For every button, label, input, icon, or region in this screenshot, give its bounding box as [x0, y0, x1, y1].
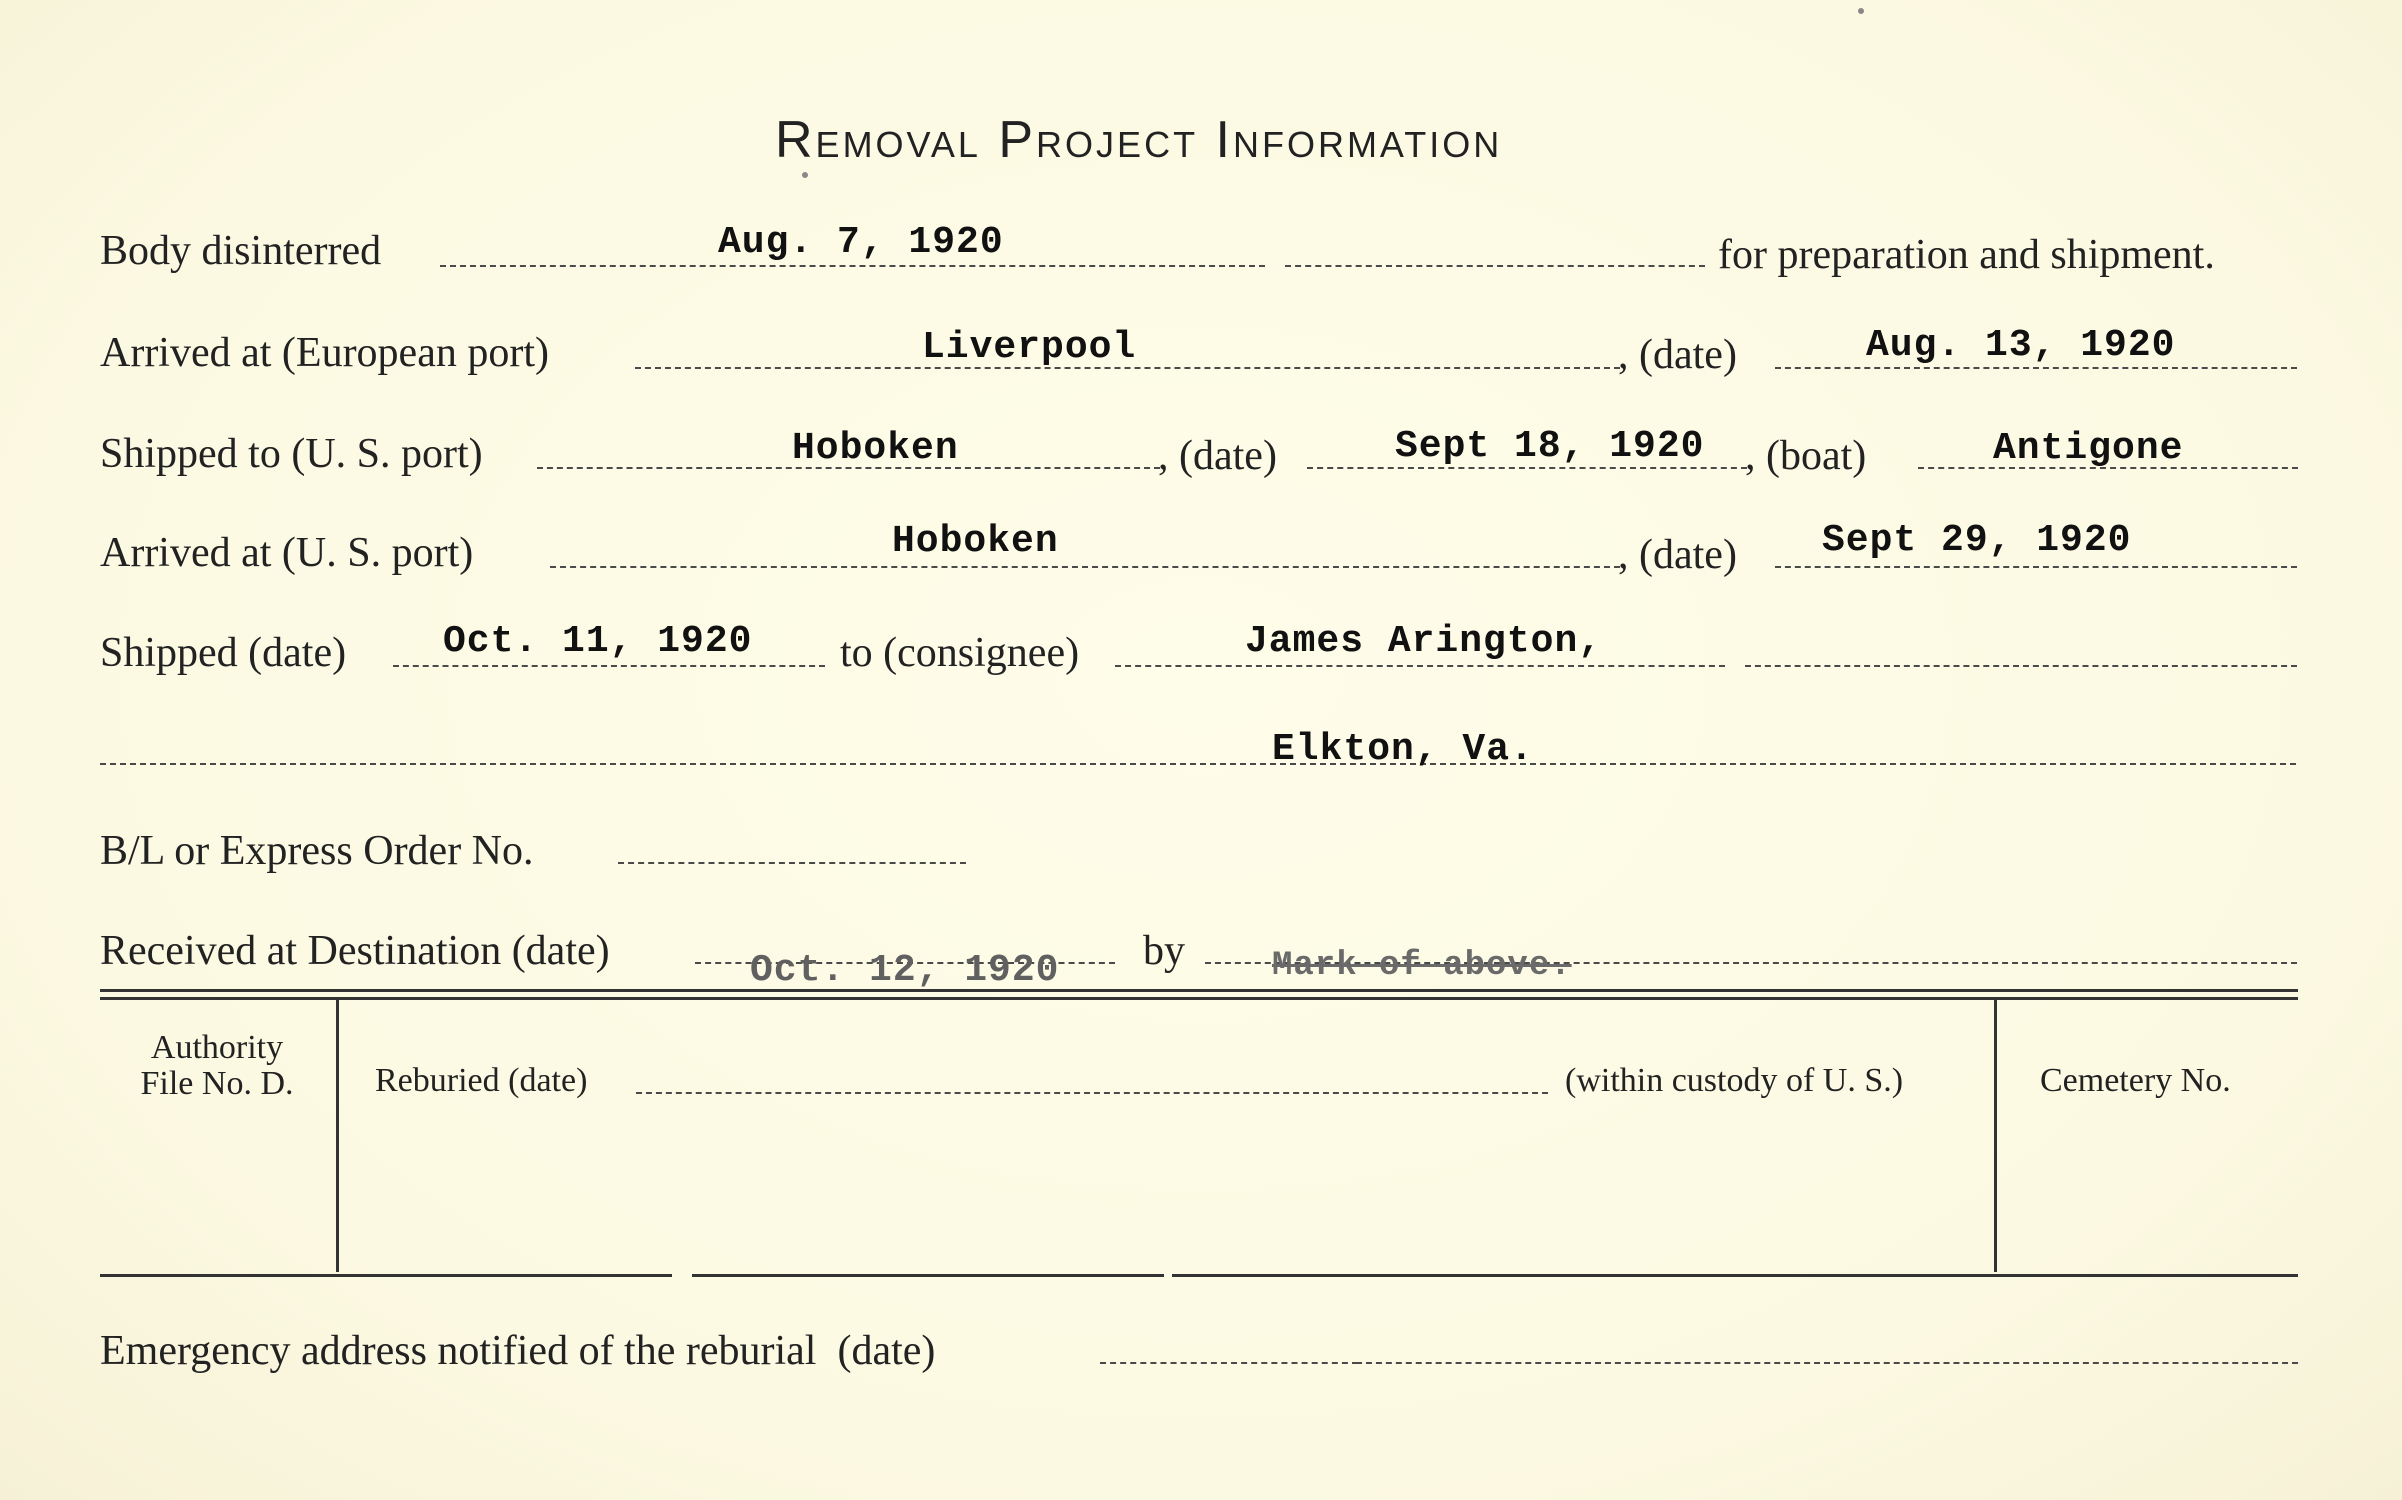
- table-top-rule-1: [100, 989, 2298, 992]
- table-top-rule-2: [100, 997, 2298, 1000]
- disinterred-line: [440, 265, 1265, 267]
- emergency-line-2: [1356, 1362, 2298, 1364]
- table-divider-right: [1994, 1000, 1997, 1272]
- shipped-us-date-value: Sept 18, 1920: [1395, 425, 1705, 468]
- received-by-value: Mark of above.: [1272, 947, 1572, 985]
- disinterred-value: Aug. 7, 1920: [718, 221, 1004, 264]
- arrived-us-date-value: Sept 29, 1920: [1822, 519, 2132, 562]
- table-bottom-rule-left: [100, 1274, 672, 1277]
- arrived-us-line: [550, 566, 1620, 568]
- disinterred-label: Body disinterred: [100, 228, 382, 274]
- european-port-date-value: Aug. 13, 1920: [1866, 324, 2176, 367]
- european-port-label: Arrived at (European port): [100, 330, 549, 376]
- authority-label: Authority File No. D.: [140, 1029, 294, 1102]
- shipped-date-value: Oct. 11, 1920: [443, 620, 753, 663]
- reburied-label: Reburied (date): [375, 1062, 588, 1099]
- arrived-us-date-line: [1775, 566, 2297, 568]
- disinterred-suffix: for preparation and shipment.: [1718, 232, 2215, 278]
- shipped-us-boat-label: , (boat): [1745, 433, 1867, 479]
- received-date-value: Oct. 12, 1920: [750, 949, 1060, 992]
- shipped-us-label: Shipped to (U. S. port): [100, 431, 483, 477]
- consignee-label: to (consignee): [840, 630, 1080, 676]
- custody-label: (within custody of U. S.): [1565, 1062, 1904, 1099]
- european-port-value: Liverpool: [922, 326, 1137, 369]
- address-value: Elkton, Va.: [1272, 728, 1534, 771]
- consignee-line: [1115, 665, 1725, 667]
- shipped-us-date-label: , (date): [1158, 433, 1277, 479]
- shipped-us-value: Hoboken: [792, 427, 959, 470]
- bl-label: B/L or Express Order No.: [100, 828, 534, 874]
- emergency-line: [1100, 1362, 1358, 1364]
- paper-speck: [802, 172, 808, 178]
- shipped-date-line: [393, 665, 825, 667]
- disinterred-line-2: [1285, 265, 1705, 267]
- cemetery-label: Cemetery No.: [2040, 1062, 2231, 1099]
- emergency-label: Emergency address notified of the reburial (date): [100, 1328, 936, 1374]
- received-label: Received at Destination (date): [100, 928, 610, 974]
- arrived-us-label: Arrived at (U. S. port): [100, 530, 474, 576]
- reburied-line: [636, 1092, 1548, 1094]
- bl-line: [618, 862, 966, 864]
- address-line: [100, 763, 2296, 765]
- consignee-value: James Arington,: [1245, 620, 1603, 663]
- paper-speck: [1858, 8, 1864, 14]
- page-title: Removal Project Information: [775, 111, 1503, 169]
- table-bottom-rule-mid: [692, 1274, 1164, 1277]
- shipped-us-boat-value: Antigone: [1993, 427, 2184, 470]
- european-port-date-label: , (date): [1618, 332, 1737, 378]
- shipped-label: Shipped (date): [100, 630, 347, 676]
- consignee-line-2: [1745, 665, 2297, 667]
- european-port-date-line: [1775, 367, 2297, 369]
- table-divider-left: [336, 1000, 339, 1272]
- arrived-us-date-label: , (date): [1618, 532, 1737, 578]
- arrived-us-value: Hoboken: [892, 520, 1059, 563]
- received-by-label: by: [1143, 928, 1185, 974]
- table-bottom-rule-right: [1172, 1274, 2298, 1277]
